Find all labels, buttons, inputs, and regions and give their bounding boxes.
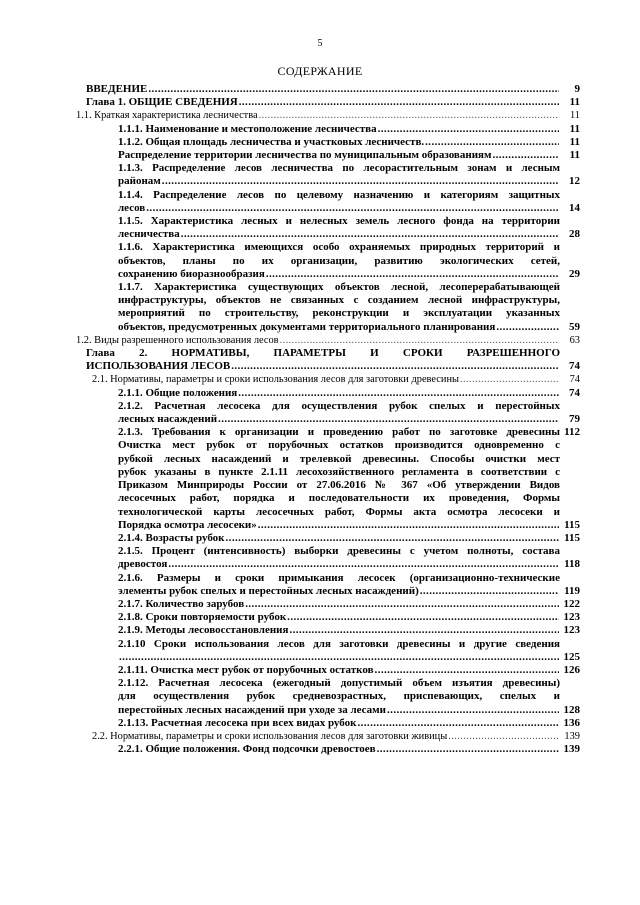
toc-page-number: 11: [569, 122, 580, 135]
dot-leader: [448, 730, 559, 743]
toc-entry[interactable]: [76, 334, 580, 347]
toc-page-number: 11: [569, 149, 580, 162]
toc-entry-line: Распределение территории лесничества по муниципальным образованиям: [118, 149, 492, 162]
toc-entry-line: 1.2. Виды разрешенного использования лесов: [76, 334, 279, 346]
toc-page-number: 59: [569, 320, 580, 333]
toc-entry[interactable]: [118, 611, 580, 624]
toc-page-number: 11: [569, 110, 580, 122]
toc-entry-line: лесосечных работ, порядка и последовательности их проведения, Формы: [118, 492, 560, 505]
toc-entry-line: 1.1.1. Наименование и местоположение лесничества: [118, 122, 377, 135]
toc-entry-line: 2.1. Нормативы, параметры и сроки использования лесов для заготовки древесины: [92, 374, 459, 386]
toc-page-number: 11: [569, 135, 580, 148]
toc-entry-line: 1.1.6. Характеристика имеющихся особо охраняемых природных территорий и: [118, 241, 560, 254]
toc-entry[interactable]: [118, 149, 580, 162]
dot-leader: [245, 598, 559, 611]
toc-page-number: 74: [569, 386, 580, 399]
toc-page-number: 139: [563, 743, 580, 756]
toc-entry-line: 2.2. Нормативы, параметры и сроки использования лесов для заготовки живицы: [92, 730, 448, 742]
toc-entry-line: 2.1.3. Требования к организации и проведению работ по заготовке древесины: [118, 426, 560, 439]
toc-page-number: 123: [563, 624, 580, 637]
toc-entry[interactable]: [76, 109, 580, 122]
dot-leader: [375, 664, 559, 677]
toc-entry-line: районам: [118, 175, 161, 188]
toc-entry[interactable]: [118, 638, 580, 664]
toc-entry-line: 2.1.9. Методы лесовосстановления: [118, 624, 289, 637]
dot-leader: [266, 268, 559, 281]
toc-entry[interactable]: [118, 664, 580, 677]
dot-leader: [258, 519, 559, 532]
toc-entry-line: 1.1.3. Распределение лесов лесничества по лесорастительным зонам и лесным: [118, 162, 560, 175]
dot-leader: [289, 624, 559, 637]
toc-entry-line: 1.1.2. Общая площадь лесничества и участковых лесничеств.: [118, 135, 425, 148]
toc-entry-line: 2.1.11. Очистка мест рубок от порубочных остатков: [118, 663, 374, 676]
dot-leader: [496, 321, 559, 334]
toc-entry-line: ВВЕДЕНИЕ: [86, 83, 148, 95]
toc-page-number: 9: [574, 83, 580, 95]
toc-entry[interactable]: [118, 677, 580, 717]
toc-entry[interactable]: [86, 96, 580, 109]
toc-entry-line: для осуществления рубок средневозрастных, приспевающих, спелых и: [118, 690, 560, 703]
toc-page-number: 126: [563, 663, 580, 676]
dot-leader: [238, 387, 559, 400]
dot-leader: [259, 109, 559, 122]
toc-page-number: 115: [564, 518, 580, 531]
dot-leader: [460, 373, 559, 386]
toc-entry-line: Глава 1. ОБЩИЕ СВЕДЕНИЯ: [86, 96, 238, 109]
toc-entry-line: перестойных лесных насаждений при уходе за лесами: [118, 703, 387, 716]
toc-page-number: 63: [569, 334, 580, 346]
toc-entry[interactable]: [118, 545, 580, 571]
toc-page-number: 79: [569, 413, 580, 426]
dot-leader: [148, 83, 559, 96]
toc-entry-line: древостоя: [118, 558, 168, 571]
dot-leader: [239, 96, 559, 109]
toc-entry-line: 2.1.7. Количество зарубов: [118, 597, 245, 610]
toc-entry[interactable]: [118, 387, 580, 400]
toc-entry-line: рубкой лесных насаждений и трелевкой древесины. Способы очистки мест: [118, 452, 560, 465]
toc-entry[interactable]: [118, 598, 580, 611]
toc-page-number: 123: [563, 611, 580, 624]
toc-entry-line: объектов, предусмотренных документами территориального планирования: [118, 320, 496, 333]
dot-leader: [425, 136, 559, 149]
toc-entry-line: 2.1.12. Расчетная лесосека (ежегодный допустимый объем изъятия древесины): [118, 677, 560, 690]
toc-entry[interactable]: [92, 730, 580, 743]
toc-entry[interactable]: [86, 347, 580, 373]
toc-entry-line: рубок указаны в пункте 2.1.11 лесохозяйственного регламента в соответствии с: [118, 465, 560, 478]
toc-entry-line: Глава 2. НОРМАТИВЫ, ПАРАМЕТРЫ И СРОКИ РАЗРЕШЕННОГО: [86, 347, 560, 360]
toc-entry-line: 2.1.10 Сроки использования лесов для заготовки древесины и другие сведения: [118, 637, 560, 650]
toc-entry[interactable]: [118, 123, 580, 136]
dot-leader: [378, 123, 559, 136]
toc-entry[interactable]: [86, 83, 580, 96]
toc-page-number: 74: [569, 374, 580, 386]
table-of-contents: [0, 83, 640, 756]
dot-leader: [420, 585, 559, 598]
toc-page-number: 11: [569, 96, 580, 109]
toc-entry[interactable]: [118, 572, 580, 598]
toc-entry-line: ИСПОЛЬЗОВАНИЯ ЛЕСОВ: [86, 360, 231, 373]
toc-page-number: 136: [563, 716, 580, 729]
toc-entry-line: 1.1.4. Распределение лесов по целевому назначению и категориям защитных: [118, 188, 560, 201]
dot-leader: [357, 717, 559, 730]
toc-entry[interactable]: [118, 136, 580, 149]
toc-page-number: 125: [563, 650, 580, 663]
toc-entry-line: 1.1.5. Характеристика лесных и нелесных земель лесного фонда на территории: [118, 215, 560, 228]
toc-entry-line: лесных насаждений: [118, 413, 218, 426]
dot-leader: [493, 149, 560, 162]
toc-entry-line: 2.1.1. Общие положения: [118, 386, 238, 399]
toc-entry-line: 2.1.6. Размеры и сроки примыкания лесосек (организационно-технические: [118, 571, 560, 584]
dot-leader: [377, 743, 559, 756]
toc-entry-line: Порядка осмотра лесосеки»: [118, 518, 257, 531]
toc-entry[interactable]: [118, 241, 580, 281]
toc-page-number: 118: [564, 558, 580, 571]
toc-page-number: 14: [569, 201, 580, 214]
toc-entry-line: 1.1. Краткая характеристика лесничества: [76, 110, 258, 122]
toc-page-number: 128: [563, 703, 580, 716]
toc-entry[interactable]: [118, 624, 580, 637]
toc-entry-line: объектов, планы по их организации, развитию экологических сетей,: [118, 254, 560, 267]
toc-entry-line: Приказом Минприроды России от 27.06.2016 № 367 «Об утверждении Видов: [118, 479, 560, 492]
toc-entry[interactable]: [92, 373, 580, 386]
toc-page-number: 112: [564, 426, 580, 439]
dot-leader: [231, 360, 559, 373]
toc-entry-line: 2.1.2. Расчетная лесосека для осуществления рубок спелых и перестойных: [118, 399, 560, 412]
toc-page-number: 139: [564, 730, 580, 742]
toc-page-number: 12: [569, 175, 580, 188]
toc-entry[interactable]: [118, 189, 580, 215]
toc-entry-line: лесов: [118, 201, 146, 214]
toc-entry-line: лесничества: [118, 228, 180, 241]
dot-leader: [146, 202, 559, 215]
toc-entry[interactable]: [118, 426, 580, 532]
dot-leader: [119, 651, 559, 664]
toc-entry[interactable]: [118, 717, 580, 730]
toc-page-number: 29: [569, 267, 580, 280]
toc-page-number: 122: [563, 597, 580, 610]
toc-entry-line: 2.1.5. Процент (интенсивность) выборки древесины с учетом полноты, состава: [118, 545, 560, 558]
toc-entry[interactable]: [118, 400, 580, 426]
toc-entry-line: инфраструктуры, объектов не связанных с созданием лесной инфраструктуры,: [118, 294, 560, 307]
toc-page-number: 115: [564, 531, 580, 544]
toc-entry-line: элементы рубок спелых и перестойных лесных насаждений): [118, 584, 419, 597]
toc-entry-line: 1.1.7. Характеристика существующих объектов лесной, лесоперерабатывающей: [118, 281, 560, 294]
toc-entry[interactable]: [118, 215, 580, 241]
dot-leader: [181, 228, 559, 241]
toc-entry[interactable]: [118, 532, 580, 545]
toc-entry-line: сохранению биоразнообразия: [118, 267, 265, 280]
toc-entry[interactable]: [118, 743, 580, 756]
toc-entry-line: мероприятий по строительству, реконструкции и эксплуатации указанных: [118, 307, 560, 320]
toc-entry[interactable]: [118, 281, 580, 334]
dot-leader: [287, 611, 559, 624]
page-number: 5: [317, 38, 323, 49]
toc-entry[interactable]: [118, 162, 580, 188]
toc-entry-line: 2.2.1. Общие положения. Фонд подсочки древостоев: [118, 743, 376, 756]
toc-entry-line: технологической карты лесосечных работ, Формы акта осмотра лесосеки и: [118, 505, 560, 518]
toc-heading: СОДЕРЖАНИЕ: [277, 64, 363, 78]
toc-entry-line: Очистка мест рубок от порубочных остатков производится одновременно с: [118, 439, 560, 452]
toc-entry-line: 2.1.13. Расчетная лесосека при всех видах рубок: [118, 716, 357, 729]
dot-leader: [226, 532, 559, 545]
dot-leader: [280, 334, 559, 347]
toc-entry-line: 2.1.8. Сроки повторяемости рубок: [118, 611, 287, 624]
dot-leader: [162, 175, 559, 188]
toc-page-number: 119: [564, 584, 580, 597]
toc-page-number: 28: [569, 228, 580, 241]
dot-leader: [387, 704, 559, 717]
toc-page-number: 74: [569, 360, 580, 373]
toc-entry-line: 2.1.4. Возрасты рубок: [118, 531, 225, 544]
dot-leader: [218, 413, 559, 426]
dot-leader: [168, 558, 559, 571]
